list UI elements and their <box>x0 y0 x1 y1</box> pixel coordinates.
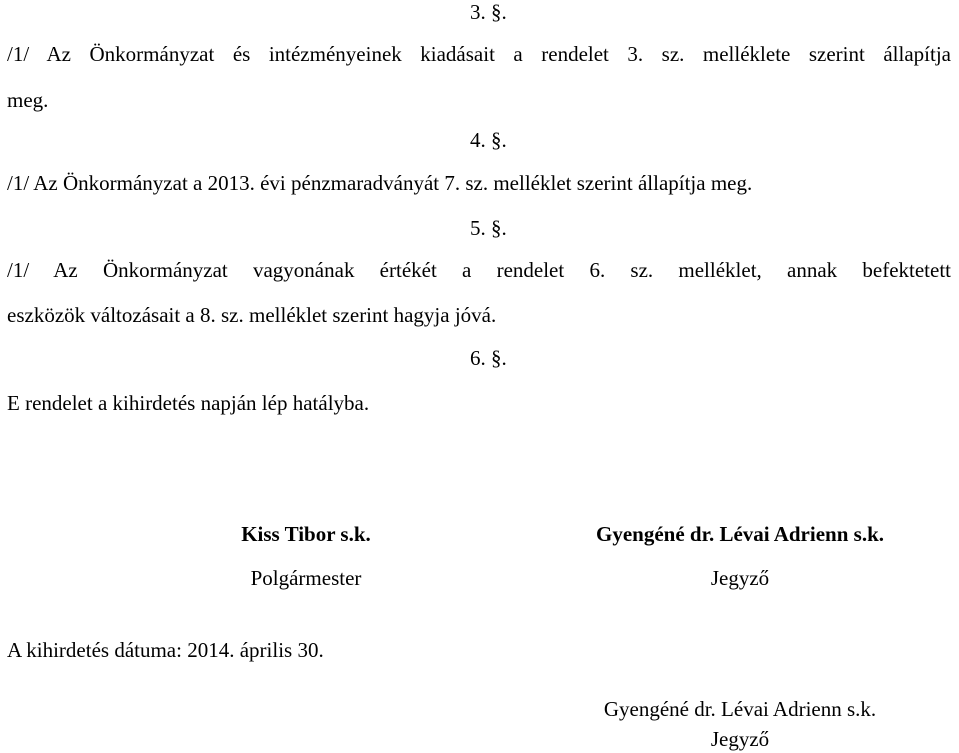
section-heading-3: 3. §. <box>470 0 507 24</box>
promulgation-signer-name: Gyengéné dr. Lévai Adrienn s.k. <box>603 697 877 721</box>
section-heading-6: 6. §. <box>470 346 507 370</box>
signature-left-name: Kiss Tibor s.k. <box>241 522 371 546</box>
section-5-paragraph-line-1: /1/ Az Önkormányzat vagyonának értékét a rendelet 6. sz. melléklet, annak befektetett <box>7 258 951 282</box>
section-4-paragraph-line-1: /1/ Az Önkormányzat a 2013. évi pénzmaradványát 7. sz. melléklet szerint állapítja meg. <box>7 171 753 195</box>
promulgation-signer-title: Jegyző <box>710 727 770 751</box>
section-heading-4: 4. §. <box>470 128 507 152</box>
section-5-paragraph-line-2: eszközök változásait a 8. sz. melléklet szerint hagyja jóvá. <box>7 303 497 327</box>
signature-left-title: Polgármester <box>250 566 362 590</box>
section-3-paragraph-line-2: meg. <box>7 88 49 112</box>
section-heading-5: 5. §. <box>470 216 507 240</box>
section-3-paragraph-line-1: /1/ Az Önkormányzat és intézményeinek kiadásait a rendelet 3. sz. melléklete szerint állapítja <box>7 42 951 66</box>
signature-right-name: Gyengéné dr. Lévai Adrienn s.k. <box>595 522 884 546</box>
signature-right-title: Jegyző <box>710 566 770 590</box>
section-6-paragraph-line-1: E rendelet a kihirdetés napján lép hatályba. <box>7 391 370 415</box>
promulgation-date: A kihirdetés dátuma: 2014. április 30. <box>7 638 324 662</box>
